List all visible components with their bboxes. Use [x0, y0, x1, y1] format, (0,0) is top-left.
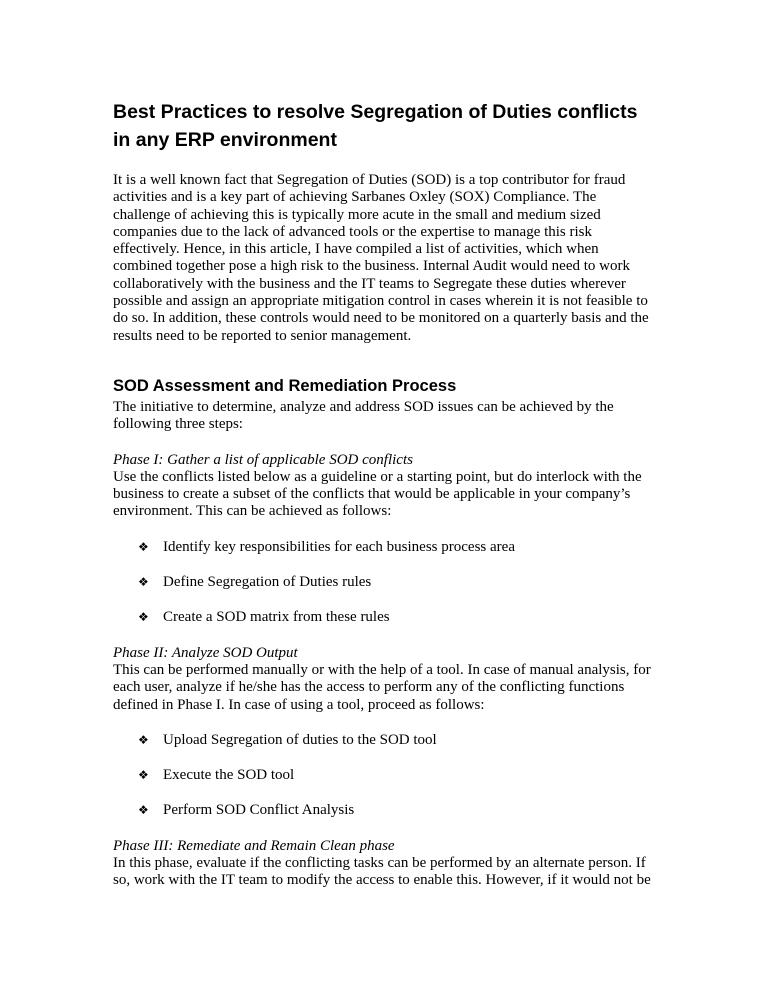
diamond-bullet-icon: ❖ [138, 803, 149, 818]
diamond-bullet-icon: ❖ [138, 732, 149, 747]
intro-paragraph: It is a well known fact that Segregation of Duties (SOD) is a top contributor for fraud activities and is a key part of achieving Sarbanes Oxley (SOX) Compliance. The challenge of achieving this is typically more acute in the small and medium sized companies due to the lack of advanced tools or the expertise to manage this risk effectively. Hence, in this article, I have compiled a list of activities, which when combined together pose a high risk to the business. Internal Audit would need to work collaboratively with the business and the IT teams to Segregate these duties wherever possible and assign an appropriate mitigation control in cases wherein it is not feasible to do so. In addition, these controls would need to be monitored on a quarterly basis and the results need to be reported to senior management. [113, 172, 649, 344]
phase1-paragraph: Use the conflicts listed below as a guideline or a starting point, but do interlock with the business to create a subset of the conflicts that would be applicable in your company’s environment. This can be achieved as follows: [113, 468, 642, 520]
document-title: Best Practices to resolve Segregation of Duties conflicts in any ERP environment [113, 101, 638, 151]
section-heading: SOD Assessment and Remediation Process [113, 376, 457, 395]
diamond-bullet-icon: ❖ [138, 539, 149, 554]
phase3-heading: Phase III: Remediate and Remain Clean phase [113, 837, 395, 854]
phase2-paragraph: This can be performed manually or with the help of a tool. In case of manual analysis, for each user, analyze if he/she has the access to perform any of the conflicting functions defined in Phase I. In case of using a tool, proceed as follows: [113, 661, 651, 713]
list-item [138, 732, 656, 749]
list-item [138, 574, 656, 591]
phase2-heading: Phase II: Analyze SOD Output [113, 644, 298, 661]
document-content [113, 0, 656, 890]
list-item-text: Upload Segregation of duties to the SOD tool [163, 731, 437, 748]
phase2-bullet-list [113, 732, 656, 820]
phase1-heading: Phase I: Gather a list of applicable SOD conflicts [113, 451, 413, 468]
list-item-text: Perform SOD Conflict Analysis [163, 802, 355, 819]
list-item [138, 539, 656, 556]
list-item-text: Execute the SOD tool [163, 767, 295, 784]
list-item [138, 609, 656, 626]
phase3-paragraph: In this phase, evaluate if the conflicting tasks can be performed by an alternate person. If so, work with the IT team to modify the access to enable this. However, if it would not be [113, 855, 651, 889]
list-item-text: Define Segregation of Duties rules [163, 574, 372, 591]
diamond-bullet-icon: ❖ [138, 610, 149, 625]
diamond-bullet-icon: ❖ [138, 768, 149, 783]
section-lead-paragraph: The initiative to determine, analyze and address SOD issues can be achieved by the following three steps: [113, 398, 614, 433]
list-item [138, 767, 656, 784]
list-item-text: Create a SOD matrix from these rules [163, 609, 390, 626]
list-item [138, 802, 656, 819]
list-item-text: Identify key responsibilities for each business process area [163, 538, 515, 555]
phase1-bullet-list [113, 539, 656, 627]
diamond-bullet-icon: ❖ [138, 575, 149, 590]
